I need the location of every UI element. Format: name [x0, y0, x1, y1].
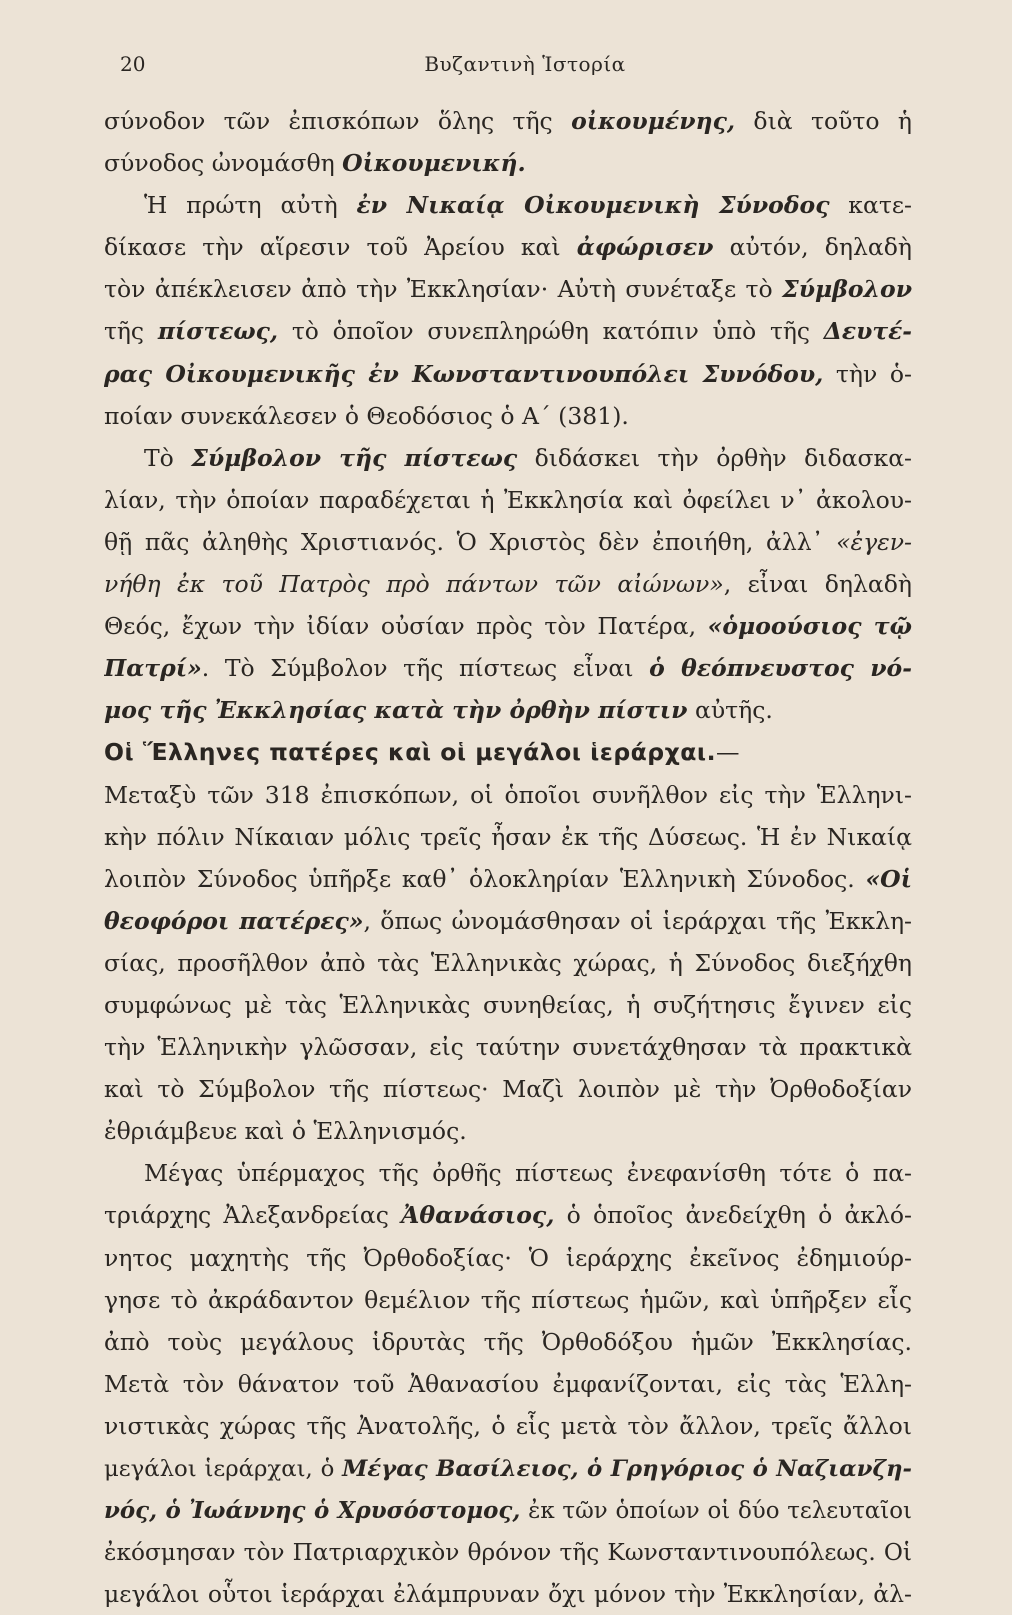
text-line: Ἡ πρώτη αὐτὴ ἐν Νικαίᾳ Οἰκουμενικὴ Σύνοδος κατε-	[144, 191, 912, 220]
body-text	[104, 100, 912, 1615]
text-line: σύνοδον τῶν ἐπισκόπων ὅλης τῆς οἰκουμένης, διὰ τοῦτο ἡ	[104, 107, 912, 135]
text-line: μεγάλοι οὗτοι ἱεράρχαι ἐλάμπρυναν ὄχι μόνον τὴν Ἐκκλησίαν, ἀλ-	[104, 1580, 912, 1609]
text-line: μεγάλοι ἱεράρχαι, ὁ Μέγας Βασίλειος, ὁ Γρηγόριος ὁ Ναζιανζη-	[104, 1456, 912, 1482]
text-line: Μετὰ τὸν θάνατον τοῦ Ἀθανασίου ἐμφανίζονται, εἰς τὰς Ἑλλη-	[104, 1369, 912, 1398]
text-line: συμφώνως μὲ τὰς Ἑλληνικὰς συνηθείας, ἡ συζήτησις ἔγινεν εἰς	[104, 990, 912, 1019]
text-line: γησε τὸ ἀκράδαντον θεμέλιον τῆς πίστεως ἡμῶν, καὶ ὑπῆρξεν εἷς	[104, 1285, 912, 1314]
text-line: νός, ὁ Ἰωάννης ὁ Χρυσόστομος, ἐκ τῶν ὁποίων οἱ δύο τελευταῖοι	[104, 1497, 912, 1525]
text-line: Μεταξὺ τῶν 318 ἐπισκόπων, οἱ ὁποῖοι συνῆλθον εἰς τὴν Ἑλληνι-	[104, 780, 912, 809]
text-line: τὸν ἀπέκλεισεν ἀπὸ τὴν Ἐκκλησίαν· Αὐτὴ συνέταξε τὸ Σύμβολον	[104, 275, 912, 304]
text-line: λίαν, τὴν ὁποίαν παραδέχεται ἡ Ἐκκλησία καὶ ὀφείλει ν᾿ ἀκολου-	[104, 485, 912, 514]
text-line: ρας Οἰκουμενικῆς ἐν Κωνσταντινουπόλει Συνόδου, τὴν ὁ-	[104, 359, 912, 388]
text-line: μος τῆς Ἐκκλησίας κατὰ τὴν ὀρθὴν πίστιν αὐτῆς.	[104, 696, 773, 725]
text-line: Μέγας ὑπέρμαχος τῆς ὀρθῆς πίστεως ἐνεφανίσθη τότε ὁ πα-	[144, 1159, 912, 1188]
text-line: καὶ τὸ Σύμβολον τῆς πίστεως· Μαζὶ λοιπὸν μὲ τὴν Ὀρθοδοξίαν	[104, 1075, 912, 1104]
text-line: τῆς πίστεως, τὸ ὁποῖον συνεπληρώθη κατόπιν ὑπὸ τῆς Δευτέ-	[104, 317, 912, 346]
text-line: λοιπὸν Σύνοδος ὑπῆρξε καθ᾿ ὁλοκληρίαν Ἑλληνικὴ Σύνοδος. «Οἱ	[104, 864, 912, 893]
page-header	[120, 52, 930, 88]
running-title: Βυζαντινὴ Ἱστορία	[424, 52, 626, 76]
text-line: Πατρί». Τὸ Σύμβολον τῆς πίστεως εἶναι ὁ θεόπνευστος νό-	[104, 654, 912, 683]
text-line: δίκασε τὴν αἵρεσιν τοῦ Ἀρείου καὶ ἀφώρισεν αὐτόν, δηλαδὴ	[104, 233, 912, 262]
text-line: θεοφόροι πατέρες», ὅπως ὠνομάσθησαν οἱ ἱεράρχαι τῆς Ἐκκλη-	[104, 906, 912, 935]
text-line: θῇ πᾶς ἀληθὴς Χριστιανός. Ὁ Χριστὸς δὲν ἐποιήθη, ἀλλ᾿ «ἐγεν-	[104, 527, 912, 556]
text-line: ἐκόσμησαν τὸν Πατριαρχικὸν θρόνον τῆς Κωνσταντινουπόλεως. Οἱ	[104, 1539, 912, 1567]
text-line: ποίαν συνεκάλεσεν ὁ Θεοδόσιος ὁ Α΄ (381).	[104, 401, 629, 430]
text-line: τριάρχης Ἀλεξανδρείας Ἀθανάσιος, ὁ ὁποῖος ἀνεδείχθη ὁ ἀκλό-	[104, 1201, 912, 1230]
text-line: σύνοδος ὠνομάσθη Οἰκουμενική.	[104, 149, 526, 178]
section-heading: Οἱ Ἕλληνες πατέρες καὶ οἱ μεγάλοι ἱεράρχαι.—	[104, 738, 740, 767]
text-line: κὴν πόλιν Νίκαιαν μόλις τρεῖς ἦσαν ἐκ τῆς Δύσεως. Ἡ ἐν Νικαίᾳ	[104, 822, 912, 851]
text-line: σίας, προσῆλθον ἀπὸ τὰς Ἑλληνικὰς χώρας, ἡ Σύνοδος διεξήχθη	[104, 948, 912, 977]
text-line: νητος μαχητὴς τῆς Ὀρθοδοξίας· Ὁ ἱεράρχης ἐκεῖνος ἐδημιούρ-	[104, 1243, 912, 1272]
text-line: νήθη ἐκ τοῦ Πατρὸς πρὸ πάντων τῶν αἰώνων», εἶναι δηλαδὴ	[104, 570, 912, 599]
text-line: νιστικὰς χώρας τῆς Ἀνατολῆς, ὁ εἷς μετὰ τὸν ἄλλον, τρεῖς ἄλλοι	[104, 1411, 912, 1440]
text-line: Τὸ Σύμβολον τῆς πίστεως διδάσκει τὴν ὀρθὴν διδασκα-	[144, 443, 912, 472]
text-line: ἀπὸ τοὺς μεγάλους ἱδρυτὰς τῆς Ὀρθοδόξου ἡμῶν Ἐκκλησίας.	[104, 1327, 912, 1356]
page-number: 20	[120, 52, 146, 76]
text-line: τὴν Ἑλληνικὴν γλῶσσαν, εἰς ταύτην συνετάχθησαν τὰ πρακτικὰ	[104, 1033, 912, 1062]
text-line: ἐθριάμβευε καὶ ὁ Ἑλληνισμός.	[104, 1117, 467, 1146]
text-line: Θεός, ἔχων τὴν ἰδίαν οὐσίαν πρὸς τὸν Πατέρα, «ὁμοούσιος τῷ	[104, 612, 912, 641]
